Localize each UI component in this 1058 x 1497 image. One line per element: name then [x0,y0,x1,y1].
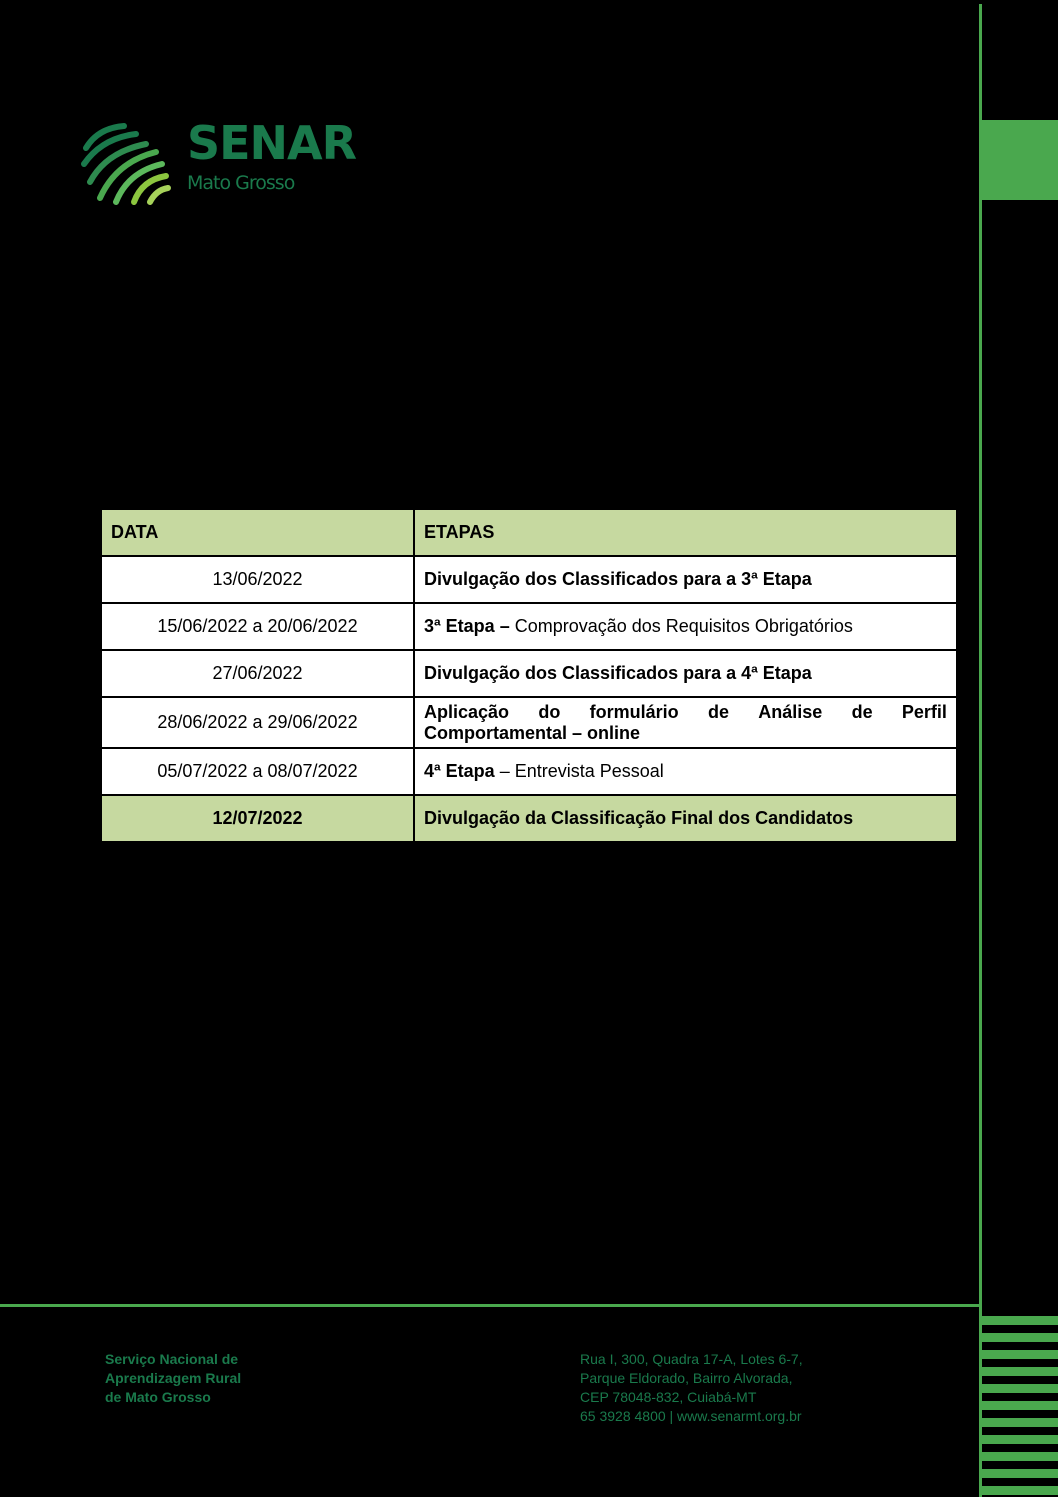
stage-word: Aplicação [424,701,510,722]
row-date: 05/07/2022 a 08/07/2022 [101,748,414,795]
right-rail-line [979,4,982,1497]
stage-word: Perfil [901,701,947,722]
row-date: 27/06/2022 [101,650,414,697]
stage-bold: Divulgação dos Classificados para a 3ª Etapa [424,569,812,589]
schedule-table [100,508,958,843]
stage-word: Análise [758,701,823,722]
stage-word: do [538,701,561,722]
right-rail-block [982,120,1058,200]
senar-logo [80,118,360,208]
row-date: 28/06/2022 a 29/06/2022 [101,697,414,748]
logo-subtitle: Mato Grosso [187,172,295,194]
header-date: DATA [101,509,414,556]
logo-name: SENAR [187,116,357,170]
stage-word: formulário [589,701,679,722]
row-stage [414,748,957,795]
table-row [101,748,957,795]
footer-address: Rua I, 300, Quadra 17-A, Lotes 6-7, Parque Eldorado, Bairro Alvorada, CEP 78048-832, Cuiabá-MT 65 3928 4800 | www.senarmt.org.br [580,1351,803,1424]
stage-bold: 4ª Etapa [424,761,495,781]
stage-bold: 3ª Etapa – [424,616,510,636]
table-row [101,556,957,603]
row-stage [414,795,957,842]
table-row [101,697,957,748]
footer-organization: Serviço Nacional de Aprendizagem Rural de Mato Grosso [105,1351,242,1405]
footer-divider [0,1304,979,1307]
corner-stripes [982,1316,1058,1497]
table-row-final [101,795,957,842]
stage-word: de [851,701,873,722]
stage-line-justified [424,702,947,723]
table-row [101,603,957,650]
stage-bold: Divulgação da Classificação Final dos Candidatos [424,808,854,828]
stage-word: de [707,701,729,722]
stage-bold: Divulgação dos Classificados para a 4ª Etapa [424,663,812,683]
row-stage [414,697,957,748]
leaf-logo-icon [80,118,180,208]
row-date: 12/07/2022 [101,795,414,842]
row-date: 15/06/2022 a 20/06/2022 [101,603,414,650]
row-stage [414,603,957,650]
stage-text: – Entrevista Pessoal [494,761,664,781]
stage-line-2: Comportamental – online [424,722,641,743]
table-row [101,650,957,697]
row-stage [414,650,957,697]
row-stage [414,556,957,603]
row-date: 13/06/2022 [101,556,414,603]
table-header-row [101,509,957,556]
stage-text: Comprovação dos Requisitos Obrigatórios [509,616,853,636]
header-stages: ETAPAS [414,509,957,556]
